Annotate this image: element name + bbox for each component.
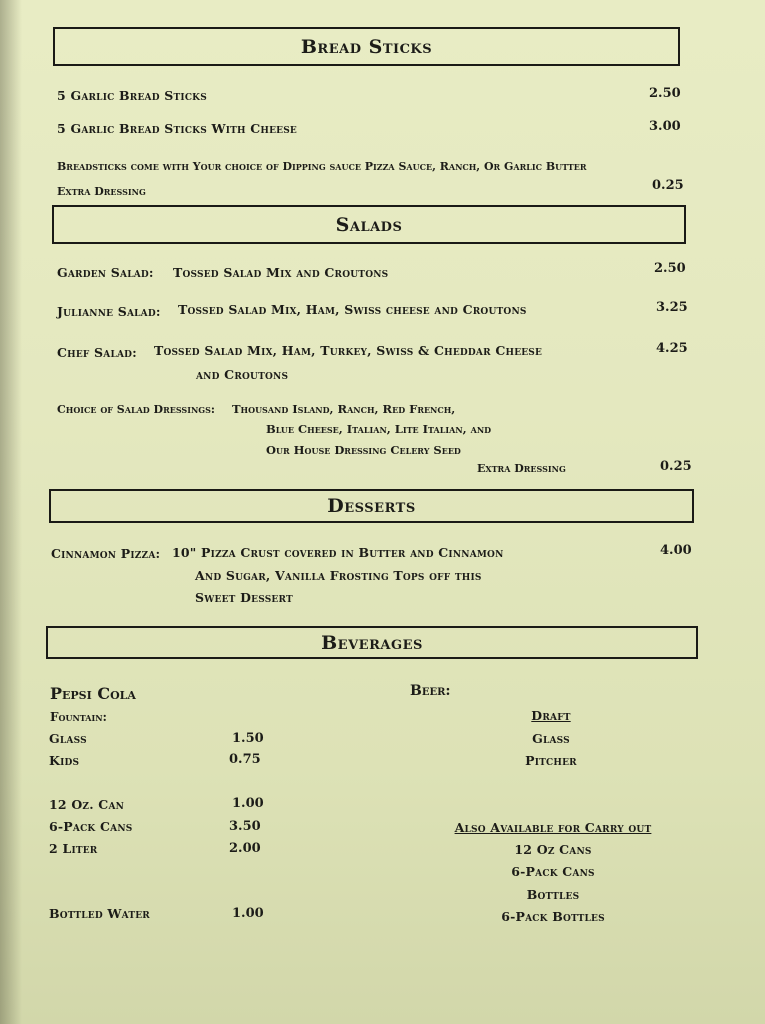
section-title: Beverages xyxy=(321,631,423,654)
menu-item-desc: Tossed Salad Mix, Ham, Turkey, Swiss & Cheddar Cheese xyxy=(154,343,543,358)
extra-dressing-label: Extra Dressing xyxy=(57,185,146,198)
beverage-price: 1.00 xyxy=(232,796,264,811)
beverage-price: 3.50 xyxy=(229,819,261,834)
section-title: Bread Sticks xyxy=(300,35,433,58)
section-header-beverages xyxy=(46,626,698,659)
carryout-item: 12 Oz Cans xyxy=(514,842,592,857)
section-header-breadsticks xyxy=(53,27,680,66)
menu-item-desc: Tossed Salad Mix and Croutons xyxy=(173,265,389,280)
menu-item-price: 3.25 xyxy=(656,300,688,315)
extra-dressing-price: 0.25 xyxy=(652,178,684,193)
menu-item-price: 3.00 xyxy=(649,119,681,134)
carryout-item: 6-Pack Cans xyxy=(511,864,595,879)
beer-item: Glass xyxy=(532,731,570,746)
draft-label: Draft xyxy=(531,708,571,723)
beverage-price: 1.50 xyxy=(232,731,264,746)
menu-item-desc: 10" Pizza Crust covered in Butter and Cinnamon xyxy=(172,545,504,560)
dressings-line: Our House Dressing Celery Seed xyxy=(266,443,461,457)
beverage-item: Kids xyxy=(49,753,80,768)
fountain-label: Fountain: xyxy=(50,710,107,724)
menu-item-name: Chef Salad: xyxy=(57,345,137,360)
menu-item-name: Cinnamon Pizza: xyxy=(51,546,161,561)
carryout-label: Also Available for Carry out xyxy=(454,820,652,835)
menu-item-price: 4.00 xyxy=(660,543,692,558)
dressings-line: Blue Cheese, Italian, Lite Italian, and xyxy=(266,422,492,436)
beverage-item: 2 Liter xyxy=(49,841,98,856)
breadsticks-note: Breadsticks come with Your choice of Dipping sauce Pizza Sauce, Ranch, Or Garlic Butter xyxy=(57,160,587,173)
dressings-line: Thousand Island, Ranch, Red French, xyxy=(232,402,456,416)
section-header-desserts xyxy=(49,489,694,523)
beverage-item: Bottled Water xyxy=(49,906,150,921)
carryout-item: Bottles xyxy=(526,887,580,902)
pepsi-heading: Pepsi Cola xyxy=(50,684,136,703)
beer-item: Pitcher xyxy=(525,753,577,768)
menu-item-price: 2.50 xyxy=(649,86,681,101)
beer-heading: Beer: xyxy=(410,683,451,699)
extra-dressing-label: Extra Dressing xyxy=(477,462,566,475)
page-shadow xyxy=(0,0,22,1024)
beverage-item: 6-Pack Cans xyxy=(49,819,133,834)
menu-item-desc-cont: And Sugar, Vanilla Frosting Tops off this xyxy=(195,568,482,583)
menu-item-name: Garden Salad: xyxy=(57,265,154,280)
menu-item-desc-cont: and Croutons xyxy=(196,367,289,382)
menu-item-name: Julianne Salad: xyxy=(57,304,161,319)
beverage-item: Glass xyxy=(49,731,87,746)
section-title: Desserts xyxy=(327,495,416,517)
menu-item: 5 Garlic Bread Sticks With Cheese xyxy=(57,121,297,136)
beverage-price: 0.75 xyxy=(229,752,261,767)
extra-dressing-price: 0.25 xyxy=(660,459,692,474)
menu-item-desc: Tossed Salad Mix, Ham, Swiss cheese and Croutons xyxy=(178,302,527,317)
section-title: Salads xyxy=(335,213,403,236)
menu-item-price: 2.50 xyxy=(654,261,686,276)
menu-item-price: 4.25 xyxy=(656,341,688,356)
menu-item-desc-cont: Sweet Dessert xyxy=(195,590,293,605)
menu-item: 5 Garlic Bread Sticks xyxy=(57,88,207,103)
beverage-item: 12 Oz. Can xyxy=(49,797,125,812)
beverage-price: 2.00 xyxy=(229,841,261,856)
carryout-item: 6-Pack Bottles xyxy=(501,909,605,924)
dressings-label: Choice of Salad Dressings: xyxy=(57,403,215,416)
section-header-salads xyxy=(52,205,686,244)
beverage-price: 1.00 xyxy=(232,906,264,921)
